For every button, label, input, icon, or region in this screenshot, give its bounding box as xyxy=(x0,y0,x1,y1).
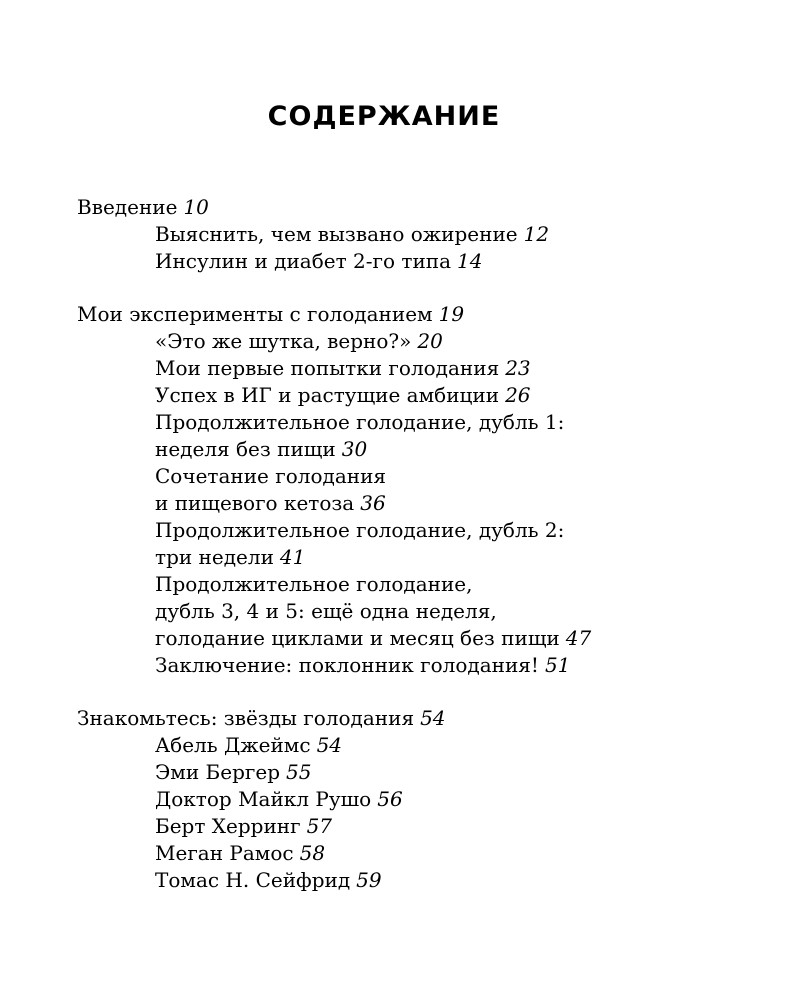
entry-title: Абель Джеймс xyxy=(155,733,311,757)
toc-entry xyxy=(155,221,777,248)
page-number: 59 xyxy=(356,868,382,892)
toc-entry xyxy=(155,463,777,517)
page-number: 41 xyxy=(279,545,306,569)
entry-title: Берт Херринг xyxy=(155,814,301,838)
entry-title-line: Продолжительное голодание, дубль 2: xyxy=(155,518,565,542)
section-title: Мои эксперименты с голоданием xyxy=(77,302,433,326)
page-number: 12 xyxy=(523,222,550,246)
toc-section-heading xyxy=(77,194,777,221)
entry-title: голодание циклами и месяц без пищи xyxy=(155,626,560,650)
toc-section-experiments xyxy=(77,301,777,679)
page-number: 23 xyxy=(505,356,531,380)
section-title: Введение xyxy=(77,195,178,219)
entry-title: и пищевого кетоза xyxy=(155,491,355,515)
toc-section-heading xyxy=(77,301,777,328)
toc-section-fasting-stars xyxy=(77,705,777,894)
entry-title-line-last xyxy=(155,625,777,652)
entry-title: «Это же шутка, верно?» xyxy=(155,329,412,353)
entry-title: Томас Н. Сейфрид xyxy=(155,868,351,892)
entry-title-line: Сочетание голодания xyxy=(155,464,387,488)
toc-section-introduction xyxy=(77,194,777,275)
entry-title-line: Продолжительное голодание, дубль 1: xyxy=(155,410,565,434)
entry-title: Выяснить, чем вызвано ожирение xyxy=(155,222,518,246)
entry-title: Мои первые попытки голодания xyxy=(155,356,500,380)
entry-title-line: дубль 3, 4 и 5: ещё одна неделя, xyxy=(155,599,497,623)
page-number: 14 xyxy=(457,249,483,273)
entry-title: три недели xyxy=(155,545,274,569)
entry-title: Эми Бергер xyxy=(155,760,280,784)
page-number: 19 xyxy=(438,302,465,326)
entry-title: Меган Рамос xyxy=(155,841,294,865)
toc-entry xyxy=(155,409,777,463)
page-number: 58 xyxy=(299,841,326,865)
page-title: СОДЕРЖАНИЕ xyxy=(267,101,501,132)
toc-entry xyxy=(155,867,777,894)
page-number: 55 xyxy=(286,760,312,784)
page-number: 20 xyxy=(417,329,443,353)
table-of-contents xyxy=(77,194,777,920)
entry-title: неделя без пищи xyxy=(155,437,336,461)
toc-section-heading xyxy=(77,705,777,732)
page-number: 54 xyxy=(420,706,446,730)
page-number: 54 xyxy=(316,733,343,757)
page-number: 51 xyxy=(544,653,571,677)
toc-entries xyxy=(77,221,777,275)
page-number: 26 xyxy=(505,383,531,407)
entry-title-line-last xyxy=(155,544,777,571)
entry-title: Успех в ИГ и растущие амбиции xyxy=(155,383,500,407)
toc-entry xyxy=(155,571,777,652)
page-number: 30 xyxy=(341,437,368,461)
page-number: 10 xyxy=(183,195,209,219)
toc-entries xyxy=(77,732,777,894)
toc-entry xyxy=(155,732,777,759)
entry-title-line: Продолжительное голодание, xyxy=(155,572,473,596)
section-title: Знакомьтесь: звёзды голодания xyxy=(77,706,415,730)
entry-title: Заключение: поклонник голодания! xyxy=(155,653,539,677)
toc-entry xyxy=(155,382,777,409)
toc-entry xyxy=(155,840,777,867)
toc-entry xyxy=(155,328,777,355)
toc-entry xyxy=(155,355,777,382)
page-number: 47 xyxy=(565,626,592,650)
page-number: 36 xyxy=(360,491,386,515)
toc-entry xyxy=(155,759,777,786)
page-number: 56 xyxy=(377,787,403,811)
page-number: 57 xyxy=(306,814,333,838)
toc-entry xyxy=(155,248,777,275)
toc-entry xyxy=(155,786,777,813)
toc-entry xyxy=(155,652,777,679)
toc-entry xyxy=(155,813,777,840)
entry-title: Инсулин и диабет 2-го типа xyxy=(155,249,452,273)
entry-title-line-last xyxy=(155,490,777,517)
entry-title-line-last xyxy=(155,436,777,463)
entry-title: Доктор Майкл Рушо xyxy=(155,787,372,811)
toc-entry xyxy=(155,517,777,571)
toc-entries xyxy=(77,328,777,679)
